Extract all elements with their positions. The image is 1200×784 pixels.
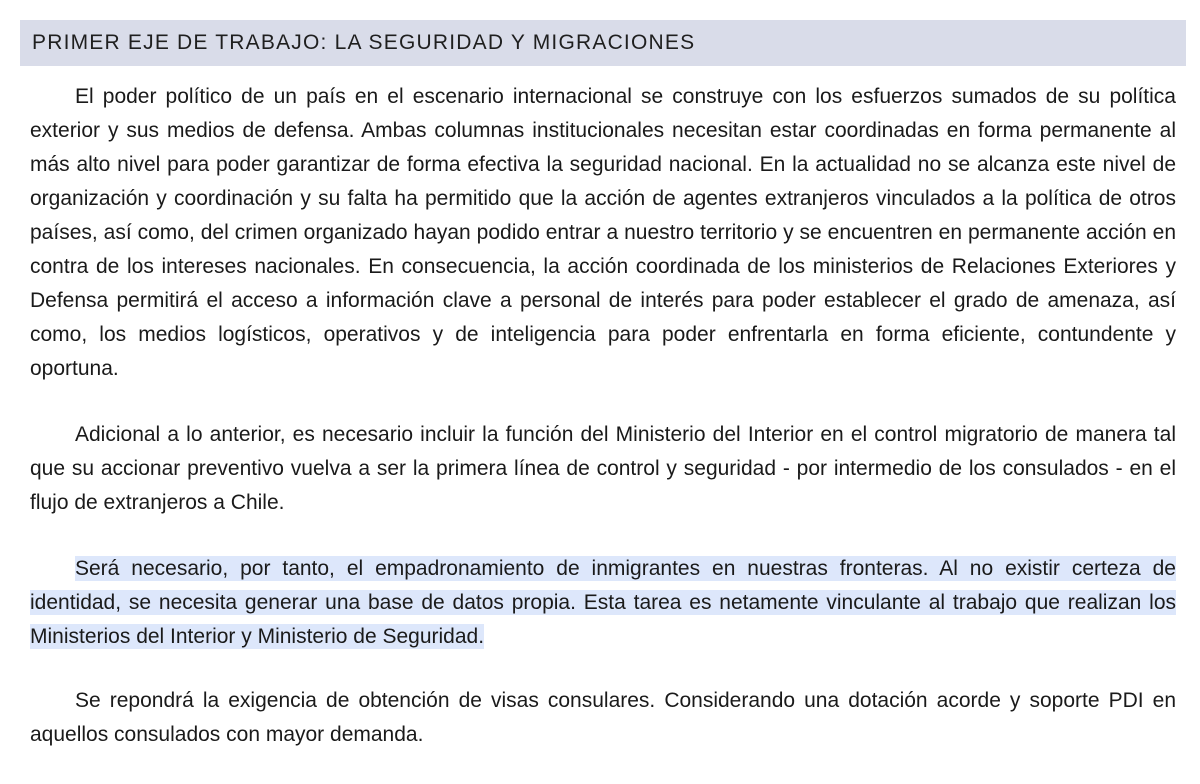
document-body bbox=[30, 80, 1176, 784]
section-title: PRIMER EJE DE TRABAJO: LA SEGURIDAD Y MIGRACIONES bbox=[32, 31, 696, 54]
highlighted-text-selection[interactable]: Será necesario, por tanto, el empadronamiento de inmigrantes en nuestras fronteras. Al no existir certeza de identidad, se necesita generar una base de datos propia. Esta tarea es netamente vinculante al trabajo que realizan los Ministerios del Interior y Ministerio de Seguridad. bbox=[30, 557, 1176, 648]
paragraph-political-power: El poder político de un país en el escenario internacional se construye con los esfuerzos sumados de su política exterior y sus medios de defensa. Ambas columnas institucionales necesitan estar coordinadas en forma permanente al más alto nivel para poder garantizar de forma efectiva la seguridad nacional. En la actualidad no se alcanza este nivel de organización y coordinación y su falta ha permitido que la acción de agentes extranjeros vinculados a la política de otros países, así como, del crimen organizado hayan podido entrar a nuestro territorio y se encuentren en permanente acción en contra de los intereses nacionales. En consecuencia, la acción coordinada de los ministerios de Relaciones Exteriores y Defensa permitirá el acceso a información clave a personal de interés para poder establecer el grado de amenaza, así como, los medios logísticos, operativos y de inteligencia para poder enfrentarla en forma eficiente, contundente y oportuna. bbox=[30, 85, 1176, 380]
section-header bbox=[20, 20, 1186, 66]
paragraph-interior-ministry: Adicional a lo anterior, es necesario incluir la función del Ministerio del Interior en el control migratorio de manera tal que su accionar preventivo vuelva a ser la primera línea de control y seguridad - por intermedio de los consulados - en el flujo de extranjeros a Chile. bbox=[30, 423, 1176, 514]
paragraph-consular-visas: Se repondrá la exigencia de obtención de visas consulares. Considerando una dotación acorde y soporte PDI en aquellos consulados con mayor demanda. bbox=[30, 689, 1176, 746]
paragraph-immigrant-registry[interactable] bbox=[30, 552, 1176, 654]
